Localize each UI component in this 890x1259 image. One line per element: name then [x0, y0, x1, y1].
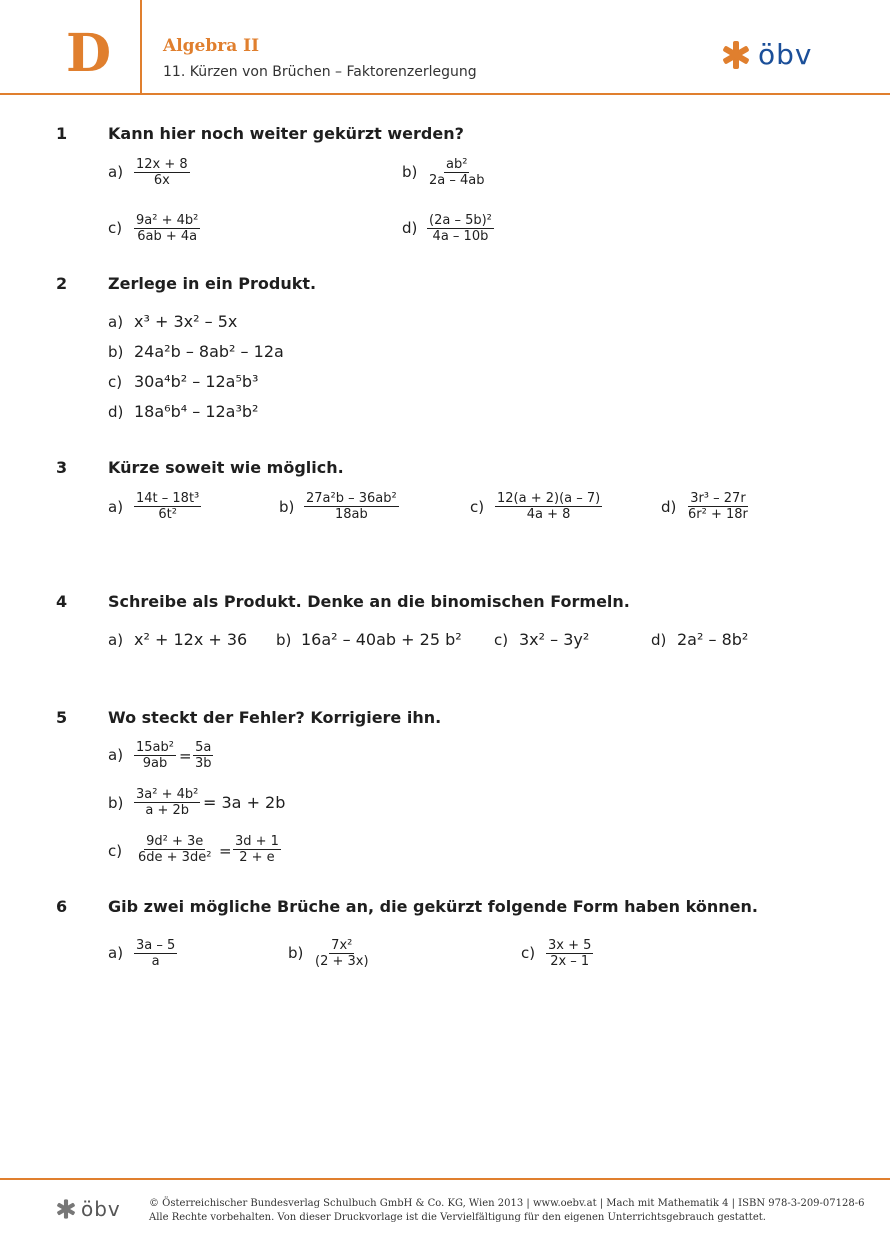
item-label: b): [402, 163, 418, 181]
footer-rule: [0, 1178, 890, 1180]
footer-logo: [55, 1197, 121, 1221]
item-label: a): [108, 163, 124, 181]
fraction: [427, 213, 494, 244]
denominator: 6ab + 4a: [137, 229, 198, 244]
item-label: a): [108, 746, 124, 764]
fraction: [686, 491, 750, 522]
numerator: 5a: [195, 740, 212, 755]
denominator: a + 2b: [145, 803, 189, 818]
fraction: [134, 491, 201, 522]
footer-line-1: © Österreichischer Bundesverlag Schulbuch GmbH & Co. KG, Wien 2013 | www.oebv.at | Mach mit Mathematik 4 | ISBN 978-3-209-07128-6: [149, 1198, 865, 1209]
item-label: b): [108, 794, 124, 812]
fraction: [193, 740, 214, 771]
logo-star-icon: [720, 39, 752, 71]
item-label: b): [108, 343, 124, 361]
expression: x² + 12x + 36: [134, 630, 248, 649]
item-label: c): [108, 842, 123, 860]
item-label: d): [108, 403, 124, 421]
numerator: (2a – 5b)²: [429, 213, 492, 228]
header-rule: [0, 93, 890, 95]
fraction: [546, 938, 593, 969]
numerator: 12x + 8: [136, 157, 188, 172]
question-text: Schreibe als Produkt. Denke an die binomischen Formeln.: [108, 592, 630, 611]
expression: 3x² – 3y²: [519, 630, 590, 649]
fraction: [134, 938, 177, 969]
numerator: 9d² + 3e: [146, 834, 204, 849]
item-label: b): [279, 498, 295, 516]
page-subtitle: 11. Kürzen von Brüchen – Faktorenzerlegung: [163, 64, 477, 80]
publisher-logo: [720, 38, 812, 71]
fraction: [495, 491, 602, 522]
fraction: [427, 157, 487, 188]
question-text: Zerlege in ein Produkt.: [108, 274, 317, 293]
expression: 30a⁴b² – 12a⁵b³: [134, 372, 259, 391]
item-label: c): [470, 498, 485, 516]
fraction: [313, 938, 371, 969]
expression: = 3a + 2b: [203, 793, 286, 812]
denominator: a: [151, 954, 160, 969]
footer-logo-text: öbv: [81, 1197, 121, 1221]
expression: 2a² – 8b²: [677, 630, 749, 649]
expression: x³ + 3x² – 5x: [134, 312, 238, 331]
denominator: 6r² + 18r: [688, 507, 748, 522]
item-label: c): [494, 631, 509, 649]
question-number: 4: [56, 592, 68, 611]
footer-line-2: Alle Rechte vorbehalten. Von dieser Druckvorlage ist die Vervielfältigung für den eigenen Unterrichtsgebrauch gestattet.: [149, 1212, 766, 1223]
page-title: Algebra II: [163, 36, 260, 56]
question-text: Kürze soweit wie möglich.: [108, 458, 344, 477]
item-label: a): [108, 631, 124, 649]
numerator: 3x + 5: [548, 938, 592, 953]
expression: 18a⁶b⁴ – 12a³b²: [134, 402, 259, 421]
fraction: [134, 213, 200, 244]
numerator: ab²: [446, 157, 468, 172]
item-label: a): [108, 498, 124, 516]
question-number: 5: [56, 708, 68, 727]
item-label: c): [108, 373, 123, 391]
denominator: 9ab: [142, 756, 168, 771]
numerator: 3d + 1: [235, 834, 279, 849]
item-label: c): [521, 944, 536, 962]
logo-star-icon: [55, 1198, 77, 1220]
question-number: 2: [56, 274, 68, 293]
denominator: 6de + 3de²: [138, 850, 212, 865]
denominator: 6t²: [158, 507, 177, 522]
fraction: [134, 157, 190, 188]
footer-copyright: [149, 1197, 864, 1225]
fraction: [136, 834, 213, 865]
fraction: [134, 787, 200, 818]
item-label: a): [108, 313, 124, 331]
denominator: 18ab: [334, 507, 368, 522]
numerator: 27a²b – 36ab²: [306, 491, 397, 506]
equals-sign: =: [179, 747, 192, 765]
question-number: 3: [56, 458, 68, 477]
denominator: 6x: [153, 173, 170, 188]
item-label: d): [651, 631, 667, 649]
numerator: 3a² + 4b²: [136, 787, 199, 802]
denominator: 3b: [195, 756, 212, 771]
item-label: d): [661, 498, 677, 516]
expression: 16a² – 40ab + 25 b²: [301, 630, 462, 649]
numerator: 14t – 18t³: [136, 491, 200, 506]
expression: 24a²b – 8ab² – 12a: [134, 342, 284, 361]
question-number: 1: [56, 124, 68, 143]
fraction: [134, 740, 176, 771]
numerator: 15ab²: [136, 740, 174, 755]
item-label: b): [276, 631, 292, 649]
denominator: (2 + 3x): [315, 954, 369, 969]
item-label: b): [288, 944, 304, 962]
fraction: [304, 491, 399, 522]
question-text: Wo steckt der Fehler? Korrigiere ihn.: [108, 708, 442, 727]
denominator: 2x – 1: [550, 954, 590, 969]
question-text: Gib zwei mögliche Brüche an, die gekürzt folgende Form haben können.: [108, 897, 758, 916]
numerator: 3a – 5: [136, 938, 176, 953]
numerator: 7x²: [331, 938, 353, 953]
numerator: 3r³ – 27r: [690, 491, 746, 506]
item-label: c): [108, 219, 123, 237]
denominator: 2a – 4ab: [429, 173, 485, 188]
denominator: 4a – 10b: [432, 229, 489, 244]
numerator: 12(a + 2)(a – 7): [497, 491, 601, 506]
question-text: Kann hier noch weiter gekürzt werden?: [108, 124, 464, 143]
denominator: 4a + 8: [526, 507, 571, 522]
item-label: d): [402, 219, 418, 237]
fraction: [233, 834, 281, 865]
numerator: 9a² + 4b²: [136, 213, 199, 228]
item-label: a): [108, 944, 124, 962]
logo-text: öbv: [758, 38, 813, 71]
equals-sign: =: [219, 842, 232, 860]
header-divider: [140, 0, 142, 94]
question-number: 6: [56, 897, 68, 916]
section-letter: D: [66, 23, 112, 84]
denominator: 2 + e: [239, 850, 275, 865]
